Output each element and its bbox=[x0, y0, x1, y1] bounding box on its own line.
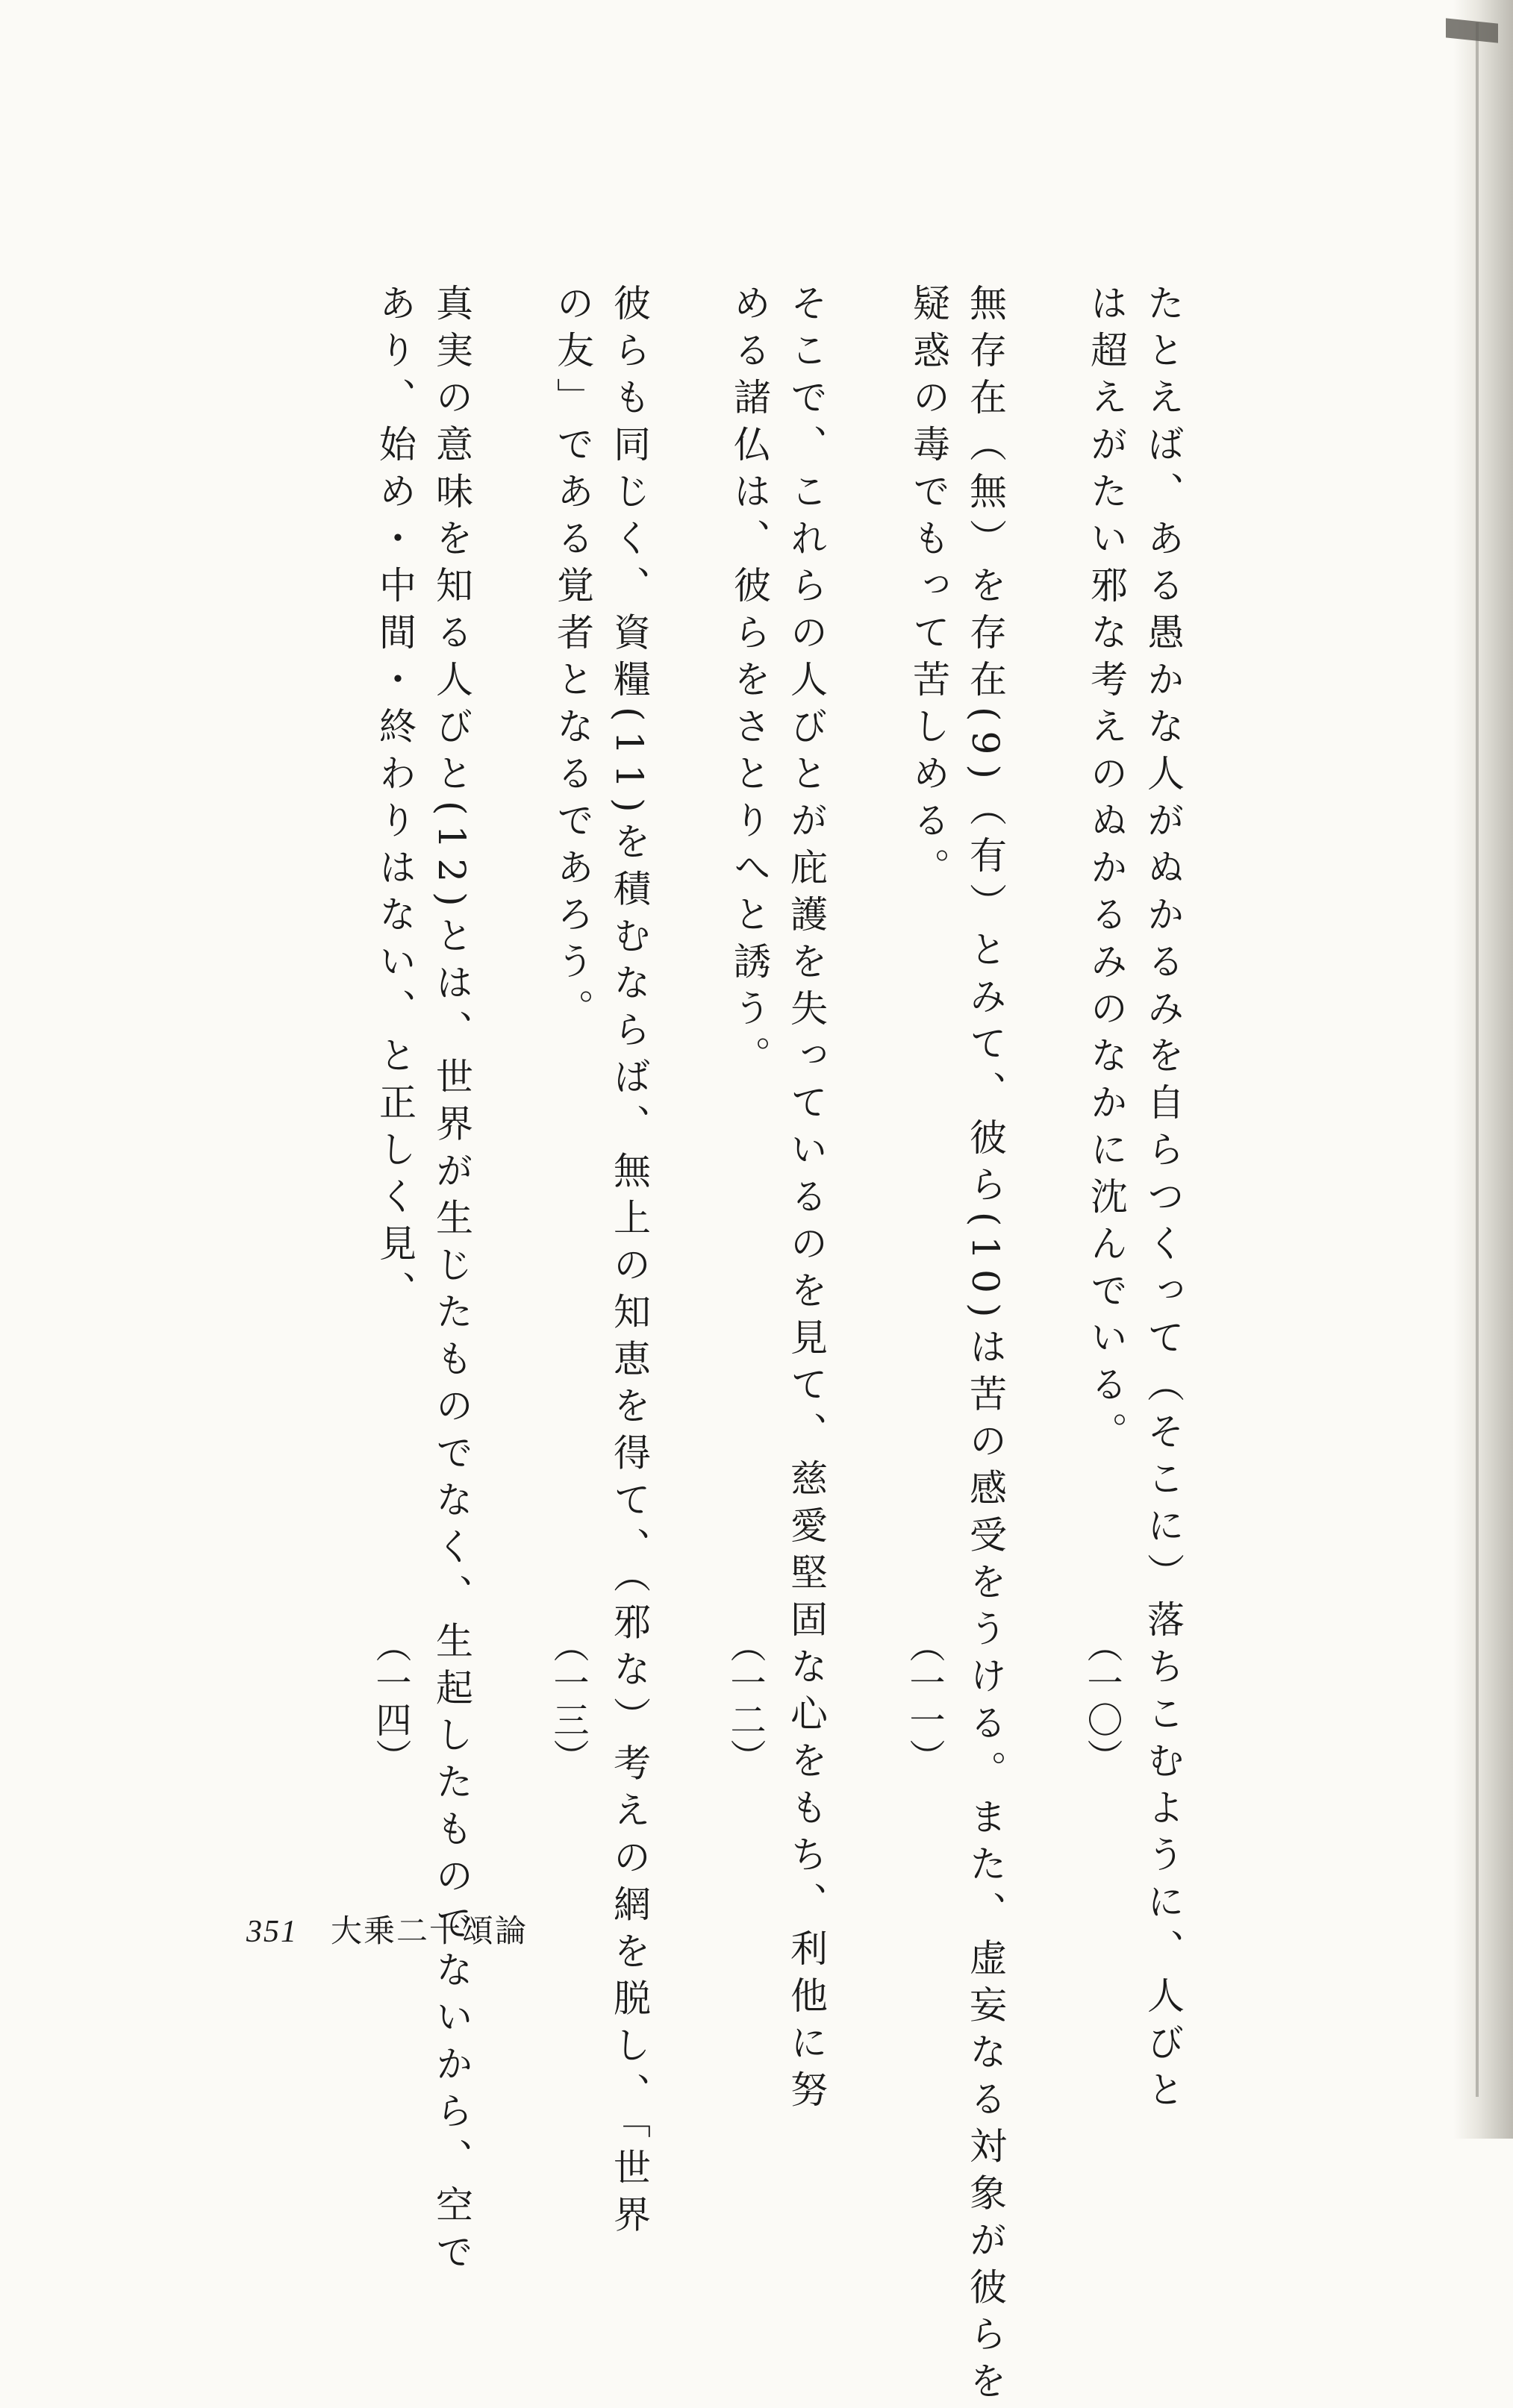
page-number: 351 bbox=[246, 1915, 298, 1949]
verse-11-line-1: 無存在（無）を存在(9)（有）とみて、彼ら(10)は苦の感受をうける。また、虚妄なる対象が彼らを bbox=[964, 284, 1007, 2408]
verse-13-number: （一三） bbox=[547, 1627, 589, 1776]
verse-10-number: （一〇） bbox=[1081, 1627, 1123, 1776]
verse-12-line-1: そこで、これらの人びとが庇護を失っているのを見て、慈愛堅固な心をもち、利他に努 bbox=[784, 284, 828, 2117]
verse-14-number: （一四） bbox=[369, 1627, 411, 1776]
verse-10-line-2: は超えがたい邪な考えのぬかるみのなかに沈んでいる。 bbox=[1085, 284, 1128, 1459]
verse-10-line-1: たとえば、ある愚かな人がぬかるみを自らつくって（そこに）落ちこむように、人びと bbox=[1141, 284, 1185, 2117]
verse-12-number: （一二） bbox=[724, 1627, 766, 1776]
verse-13-line-1: 彼らも同じく、資糧(11)を積むならば、無上の知恵を得て、（邪な）考えの網を脱し、「世界 bbox=[608, 284, 651, 2242]
verse-14-line-1: 真実の意味を知る人びと(12)とは、世界が生じたものでなく、生起したものでないから、空で bbox=[430, 284, 473, 2280]
page-footer bbox=[246, 1907, 528, 1951]
verse-14-line-2: あり、始め・中間・終わりはない、と正しく見、 bbox=[373, 284, 417, 1318]
verse-13-line-2: の友」である覚者となるであろう。 bbox=[551, 284, 594, 1036]
running-title: 大乗二十頌論 bbox=[331, 1913, 528, 1949]
verse-11-line-2: 疑惑の毒でもって苦しめる。 bbox=[907, 284, 950, 895]
page-binding-shadow bbox=[1476, 22, 1479, 2097]
verse-12-line-2: める諸仏は、彼らをさとりへと誘う。 bbox=[728, 284, 771, 1083]
verse-11-number: （一一） bbox=[903, 1627, 945, 1776]
page-binding-edge bbox=[1453, 0, 1513, 2139]
